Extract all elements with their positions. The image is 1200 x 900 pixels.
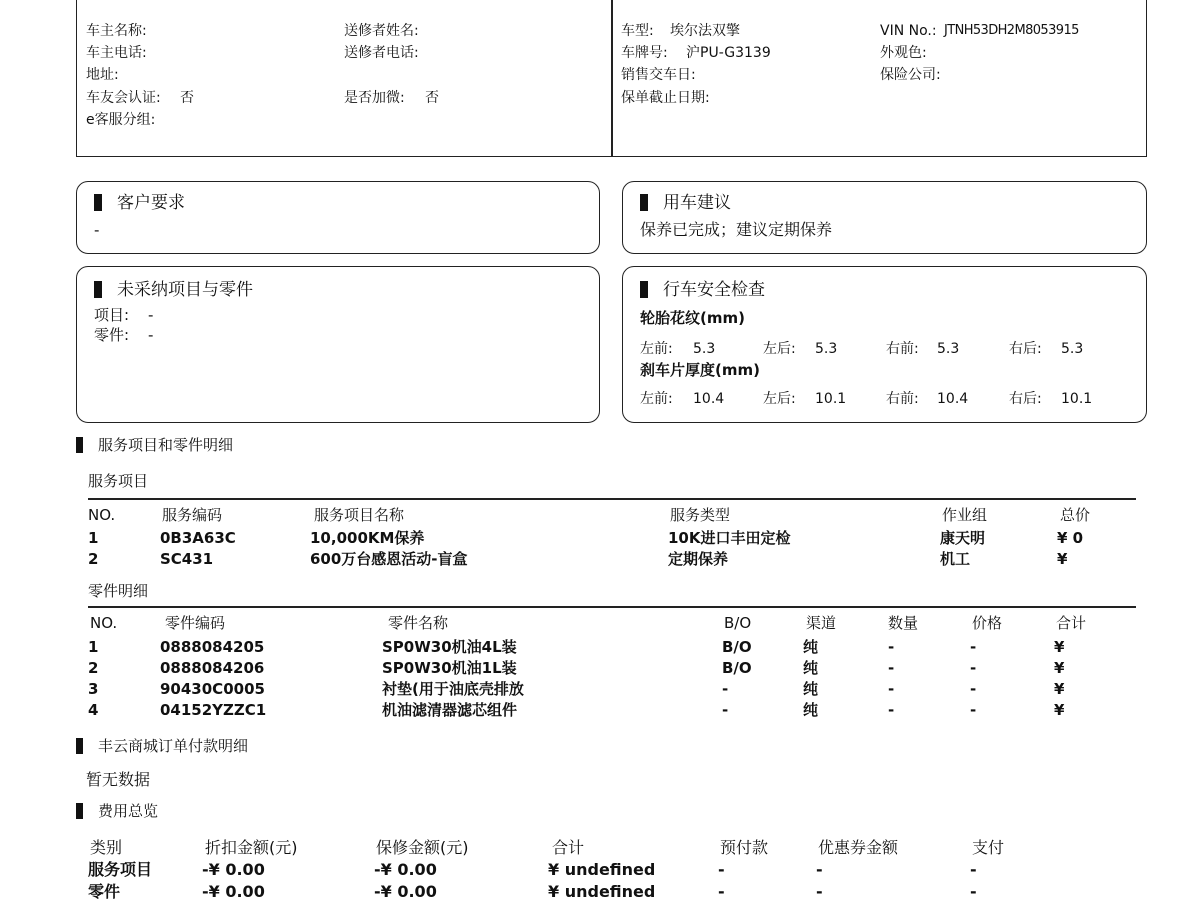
suggestion-box xyxy=(622,181,1147,254)
owner-address-label: 地址: xyxy=(86,67,119,83)
part-row-2-sum: ¥ xyxy=(1054,659,1065,677)
vehicle-model-value: 埃尔法双擎 xyxy=(670,23,740,39)
part-row-3-price: - xyxy=(970,680,977,698)
service-row-2-no: 2 xyxy=(88,550,99,568)
brake-label-rl: 左后: xyxy=(763,391,796,407)
part-row-2-qty: - xyxy=(888,659,895,677)
customer-request-marker xyxy=(94,194,102,211)
part-row-4-name: 机油滤清器滤芯组件 xyxy=(382,701,518,719)
brake-value-rr: 10.1 xyxy=(1061,391,1093,407)
fee-row-2-pay: - xyxy=(970,882,977,900)
fee-row-2-warranty: -¥ 0.00 xyxy=(374,882,437,900)
service-row-2-code: SC431 xyxy=(160,550,214,568)
fee-row-1-warranty: -¥ 0.00 xyxy=(374,860,437,879)
owner-service-group-label: e客服分组: xyxy=(86,112,156,128)
part-row-3-name: 衬垫(用于油底壳排放 xyxy=(382,680,524,698)
fee-row-1-total: ¥ undefined xyxy=(548,860,656,879)
part-row-2-no: 2 xyxy=(88,659,99,677)
fee-header-pay: 支付 xyxy=(972,838,1005,857)
unadopted-parts-value: - xyxy=(148,326,154,344)
customer-request-content: - xyxy=(94,221,100,239)
brake-label-rr: 右后: xyxy=(1009,391,1042,407)
service-row-2-group: 机工 xyxy=(940,550,971,568)
service-row-2-type: 定期保养 xyxy=(668,550,729,568)
fee-row-2-total: ¥ undefined xyxy=(548,882,656,900)
fee-row-2-coupon: - xyxy=(816,882,823,900)
service-header-group: 作业组 xyxy=(942,506,988,524)
part-row-1-price: - xyxy=(970,638,977,656)
part-row-3-sum: ¥ xyxy=(1054,680,1065,698)
unadopted-items-label: 项目: xyxy=(94,306,130,324)
part-row-2-bo: B/O xyxy=(722,659,752,677)
brake-value-rl: 10.1 xyxy=(815,391,847,407)
part-row-1-bo: B/O xyxy=(722,638,752,656)
owner-phone-label: 车主电话: xyxy=(86,45,147,61)
service-row-1-code: 0B3A63C xyxy=(160,529,236,547)
fees-title: 费用总览 xyxy=(98,802,159,820)
part-row-4-qty: - xyxy=(888,701,895,719)
service-header-total: 总价 xyxy=(1060,506,1091,524)
brake-label-fl: 左前: xyxy=(640,391,673,407)
part-row-1-code: 0888084205 xyxy=(160,638,265,656)
brake-title: 刹车片厚度(mm) xyxy=(640,361,760,379)
tread-label-fl: 左前: xyxy=(640,341,673,357)
safety-title: 行车安全检查 xyxy=(663,280,765,300)
customer-request-title: 客户要求 xyxy=(117,193,185,213)
part-row-1-no: 1 xyxy=(88,638,99,656)
mall-empty: 暂无数据 xyxy=(86,770,151,789)
sender-phone-label: 送修者电话: xyxy=(344,45,419,61)
part-header-sum: 合计 xyxy=(1056,614,1087,632)
vehicle-insurer-label: 保险公司: xyxy=(880,67,941,83)
part-header-qty: 数量 xyxy=(888,614,919,632)
part-row-2-name: SP0W30机油1L装 xyxy=(382,659,517,677)
part-header-bo: B/O xyxy=(724,614,752,632)
owner-name-label: 车主名称: xyxy=(86,23,147,39)
part-row-1-qty: - xyxy=(888,638,895,656)
details-marker xyxy=(76,437,83,453)
brake-label-fr: 右前: xyxy=(886,391,919,407)
vehicle-model-label: 车型: xyxy=(621,23,654,39)
service-row-1-type: 10K进口丰田定检 xyxy=(668,529,791,547)
part-row-2-channel: 纯 xyxy=(803,659,819,677)
part-row-1-channel: 纯 xyxy=(803,638,819,656)
part-header-name: 零件名称 xyxy=(388,614,449,632)
fee-row-1-prepay: - xyxy=(718,860,725,879)
unadopted-marker xyxy=(94,281,102,298)
fee-row-1-coupon: - xyxy=(816,860,823,879)
service-header-type: 服务类型 xyxy=(670,506,731,524)
fee-header-coupon: 优惠券金额 xyxy=(818,838,899,857)
fee-row-1-category: 服务项目 xyxy=(88,860,153,879)
part-row-3-code: 90430C0005 xyxy=(160,680,265,698)
fee-row-2-category: 零件 xyxy=(88,882,121,900)
fee-row-2-discount: -¥ 0.00 xyxy=(202,882,265,900)
vehicle-color-label: 外观色: xyxy=(880,45,927,61)
part-row-1-sum: ¥ xyxy=(1054,638,1065,656)
fee-header-discount: 折扣金额(元) xyxy=(205,838,298,857)
part-row-4-bo: - xyxy=(722,701,729,719)
service-header-code: 服务编码 xyxy=(162,506,223,524)
tread-label-rr: 右后: xyxy=(1009,341,1042,357)
part-row-3-channel: 纯 xyxy=(803,680,819,698)
part-row-4-channel: 纯 xyxy=(803,701,819,719)
part-header-channel: 渠道 xyxy=(806,614,837,632)
fees-marker xyxy=(76,803,83,819)
service-row-1-group: 康天明 xyxy=(940,529,986,547)
part-row-4-price: - xyxy=(970,701,977,719)
unadopted-items-value: - xyxy=(148,306,154,324)
part-header-no: NO. xyxy=(90,614,118,632)
vehicle-delivery-label: 销售交车日: xyxy=(621,67,696,83)
fee-row-2-prepay: - xyxy=(718,882,725,900)
tread-title: 轮胎花纹(mm) xyxy=(640,309,745,327)
member-label: 是否加微: xyxy=(344,90,405,106)
part-row-2-price: - xyxy=(970,659,977,677)
tread-value-rl: 5.3 xyxy=(815,341,838,357)
tread-label-rl: 左后: xyxy=(763,341,796,357)
service-header-no: NO. xyxy=(88,506,116,524)
unadopted-title: 未采纳项目与零件 xyxy=(117,280,253,300)
service-row-2-name: 600万台感恩活动-盲盒 xyxy=(310,550,468,568)
service-header-name: 服务项目名称 xyxy=(314,506,405,524)
suggestion-title: 用车建议 xyxy=(663,193,731,213)
part-row-1-name: SP0W30机油4L装 xyxy=(382,638,517,656)
fee-header-prepay: 预付款 xyxy=(720,838,769,857)
part-row-2-code: 0888084206 xyxy=(160,659,265,677)
services-header-rule xyxy=(88,498,1136,500)
suggestion-content: 保养已完成；建议定期保养 xyxy=(640,220,833,239)
customer-request-box xyxy=(76,181,600,254)
part-row-3-qty: - xyxy=(888,680,895,698)
sender-name-label: 送修者姓名: xyxy=(344,23,419,39)
owner-club-value: 否 xyxy=(180,90,194,106)
vehicle-vin-value: JTNH53DH2M8053915 xyxy=(944,23,1079,38)
brake-value-fr: 10.4 xyxy=(937,391,969,407)
vehicle-vin-label: VIN No.: xyxy=(880,23,937,39)
service-row-1-total: ¥ 0 xyxy=(1057,529,1084,547)
tread-label-fr: 右前: xyxy=(886,341,919,357)
fee-header-category: 类别 xyxy=(90,838,123,857)
brake-value-fl: 10.4 xyxy=(693,391,725,407)
unadopted-parts-label: 零件: xyxy=(94,326,130,344)
parts-header-rule xyxy=(88,606,1136,608)
mall-title: 丰云商城订单付款明细 xyxy=(98,737,249,755)
safety-marker xyxy=(640,281,648,298)
details-title: 服务项目和零件明细 xyxy=(98,436,234,454)
part-header-code: 零件编码 xyxy=(165,614,226,632)
vehicle-insurance-end-label: 保单截止日期: xyxy=(621,90,710,106)
tread-value-fr: 5.3 xyxy=(937,341,960,357)
service-row-2-total: ¥ xyxy=(1057,550,1068,568)
part-row-3-no: 3 xyxy=(88,680,99,698)
service-row-1-no: 1 xyxy=(88,529,99,547)
part-row-4-no: 4 xyxy=(88,701,99,719)
suggestion-marker xyxy=(640,194,648,211)
vehicle-plate-value: 沪PU-G3139 xyxy=(686,45,771,61)
member-value: 否 xyxy=(425,90,439,106)
part-row-4-code: 04152YZZC1 xyxy=(160,701,267,719)
tread-value-rr: 5.3 xyxy=(1061,341,1084,357)
fee-header-total: 合计 xyxy=(552,838,585,857)
part-row-3-bo: - xyxy=(722,680,729,698)
parts-title: 零件明细 xyxy=(88,582,149,600)
fee-row-1-discount: -¥ 0.00 xyxy=(202,860,265,879)
owner-club-label: 车友会认证: xyxy=(86,90,161,106)
fee-row-1-pay: - xyxy=(970,860,977,879)
part-row-4-sum: ¥ xyxy=(1054,701,1065,719)
info-box-divider xyxy=(611,0,613,157)
service-row-1-name: 10,000KM保养 xyxy=(310,529,425,547)
tread-value-fl: 5.3 xyxy=(693,341,716,357)
services-title: 服务项目 xyxy=(88,472,149,490)
vehicle-plate-label: 车牌号: xyxy=(621,45,668,61)
part-header-price: 价格 xyxy=(972,614,1003,632)
mall-marker xyxy=(76,738,83,754)
fee-header-warranty: 保修金额(元) xyxy=(376,838,469,857)
